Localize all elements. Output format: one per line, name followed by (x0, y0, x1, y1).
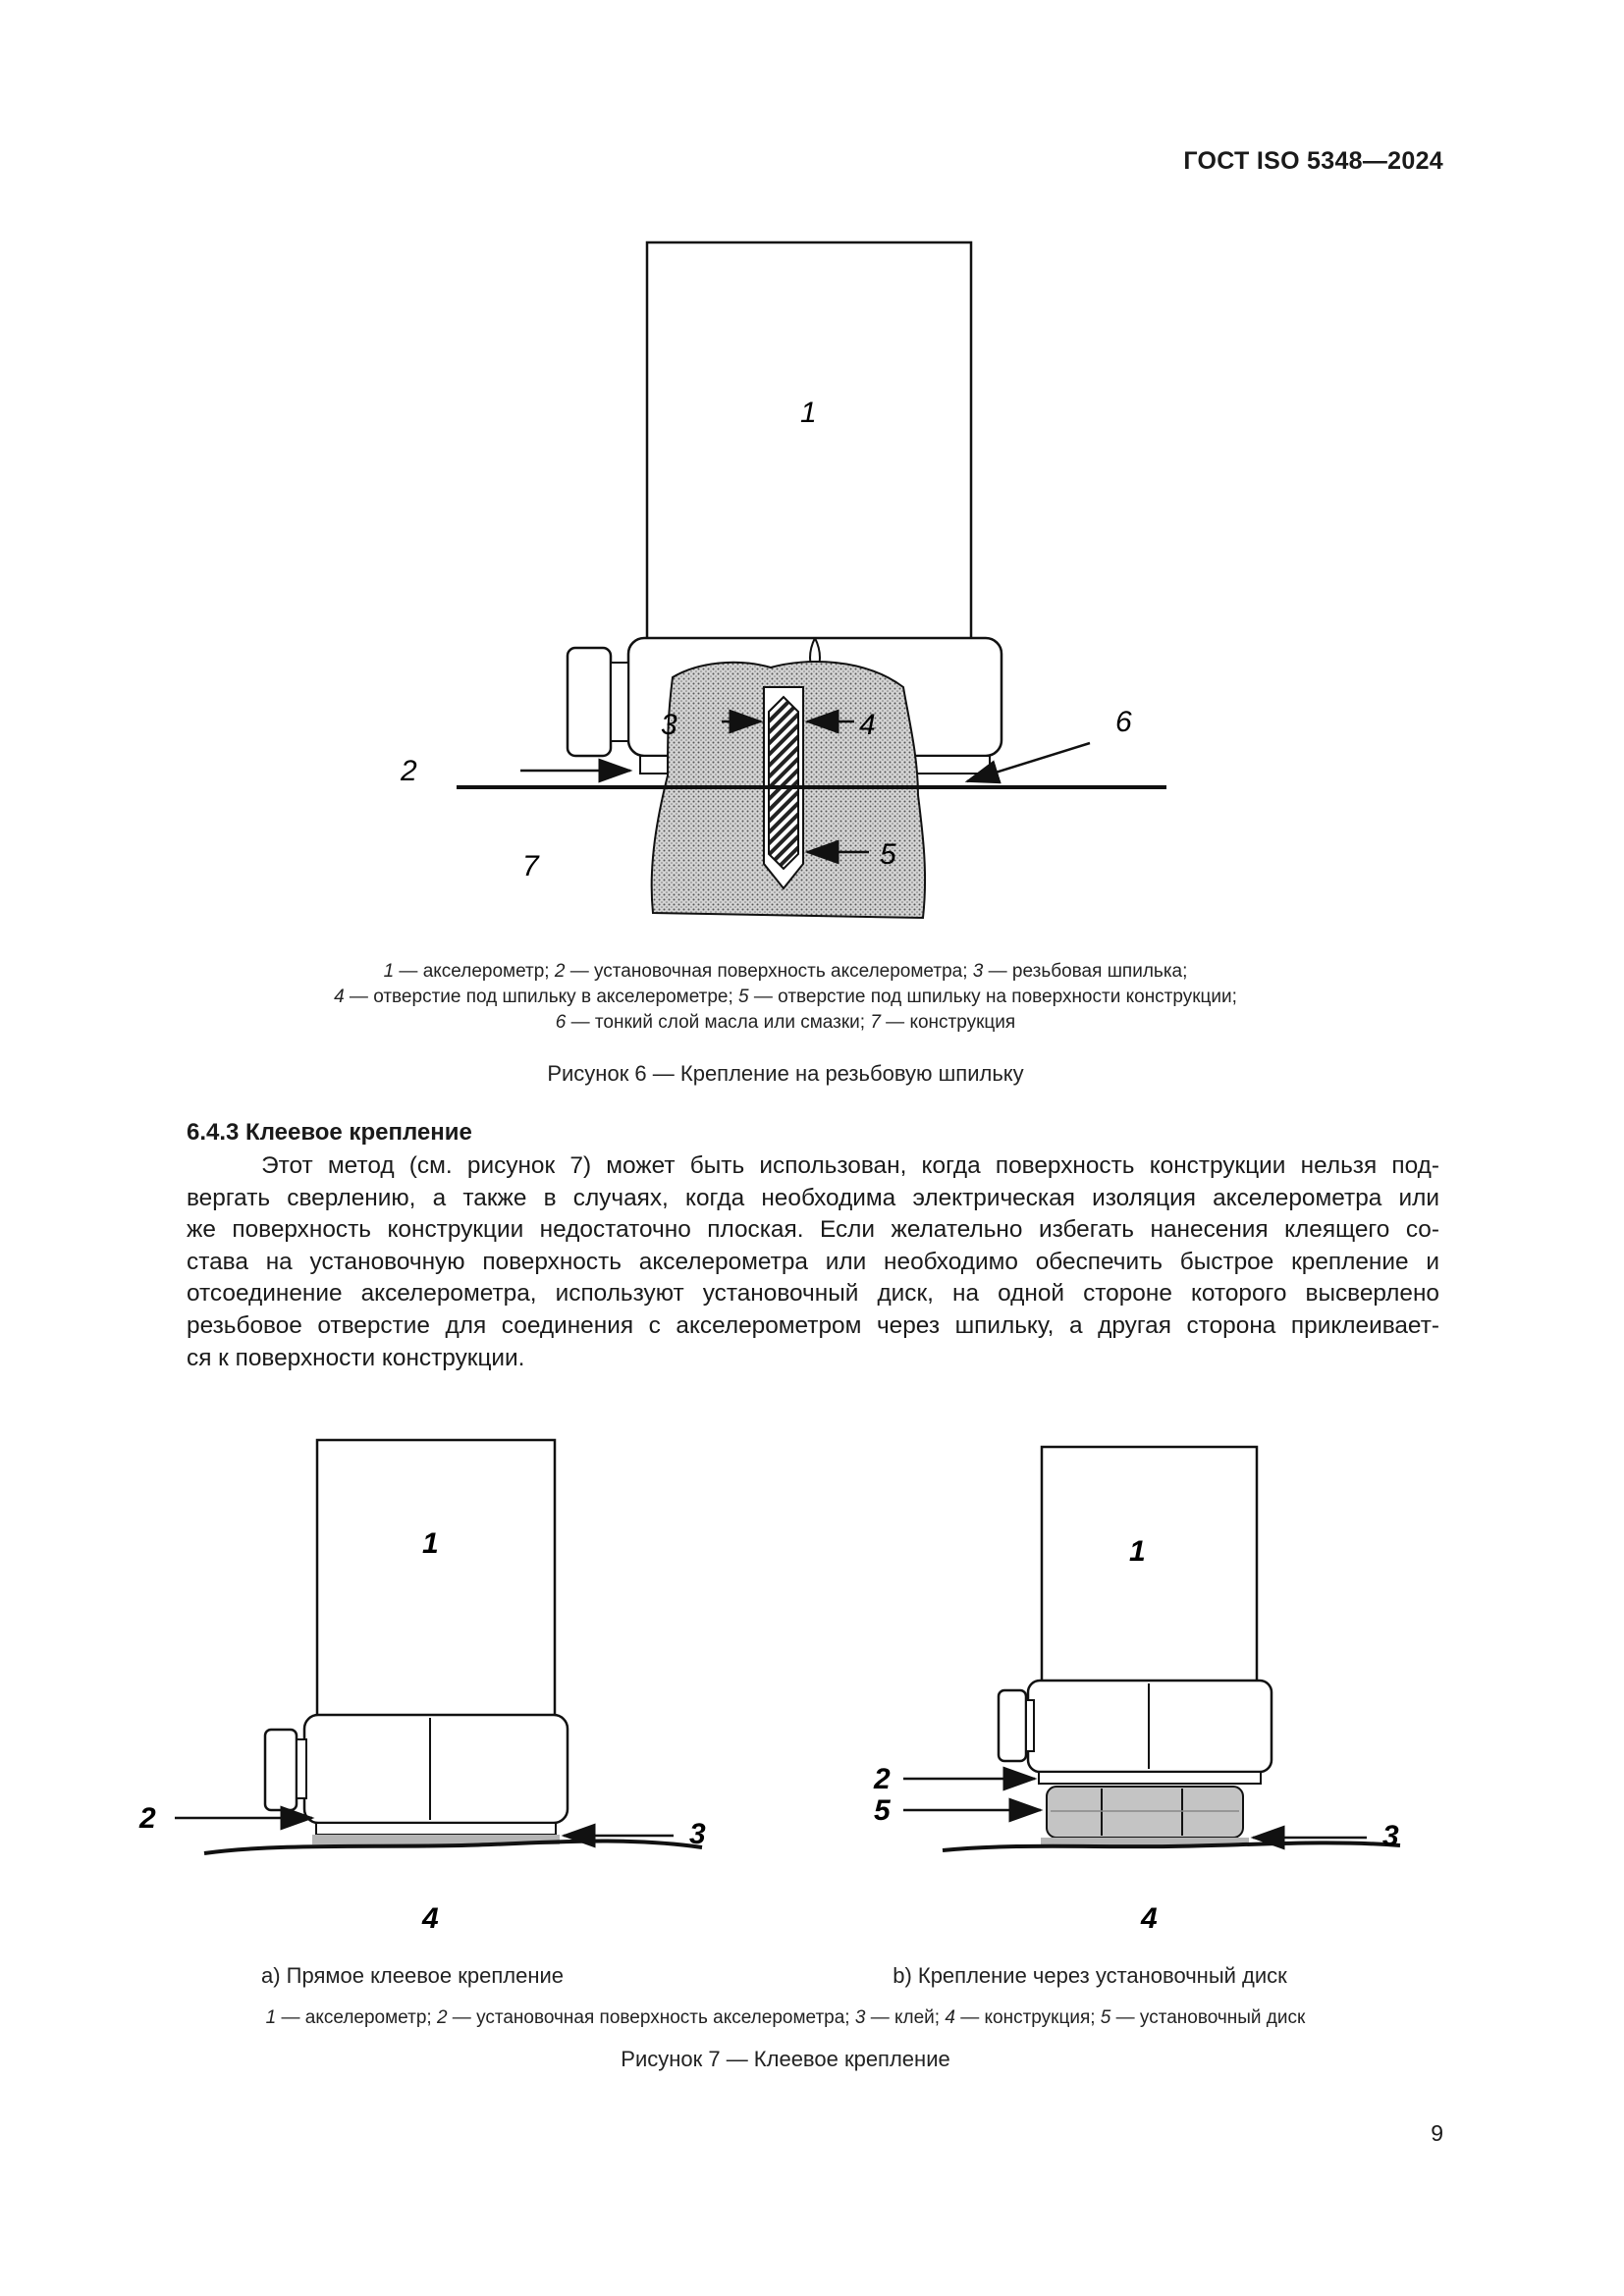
legend-text: — отверстие под шпильку в акселерометре; (344, 987, 739, 1007)
fig7b-accelerometer-body (1042, 1447, 1257, 1690)
accelerometer-body (647, 242, 971, 647)
legend-number: 5 (738, 987, 749, 1007)
paragraph-line: же поверхность конструкции недостаточно плоская. Если желательно избегать нанесения клеящего со- (187, 1216, 1439, 1244)
paragraph-line: резьбовое отверстие для соединения с акселерометром через шпильку, а другая сторона приклеивает- (187, 1311, 1439, 1339)
figure-7-legend (137, 2005, 1434, 2031)
legend-text: — конструкция (880, 1012, 1016, 1033)
connector (568, 648, 611, 756)
figure-7-caption: Рисунок 7 — Клеевое крепление (621, 2047, 950, 2071)
legend-number: 6 (555, 1012, 567, 1033)
legend-number: 2 (436, 2007, 448, 2028)
legend-number: 3 (972, 961, 984, 982)
fig7b-label-1: 1 (1129, 1535, 1146, 1568)
legend-text: — акселерометр; (276, 2007, 437, 2028)
fig7b-label-3: 3 (1382, 1820, 1399, 1852)
figure-6-caption: Рисунок 6 — Крепление на резьбовую шпильку (547, 1061, 1024, 1086)
figure-7-drawing (128, 1423, 1434, 1953)
legend-text: — установочный диск (1110, 2007, 1306, 2028)
fig7a-label-1: 1 (422, 1527, 439, 1560)
legend-number: 2 (554, 961, 566, 982)
legend-line (137, 2005, 1434, 2031)
legend-number: 5 (1100, 2007, 1111, 2028)
fig7a-label-2: 2 (139, 1802, 156, 1835)
legend-text: — установочная поверхность акселерометра; (447, 2007, 855, 2028)
fig6-label-6: 6 (1115, 706, 1132, 738)
fig7a-accelerometer-body (317, 1440, 555, 1725)
legend-text: — отверстие под шпильку на поверхности конструкции; (748, 987, 1237, 1007)
legend-number: 4 (334, 987, 345, 1007)
fig7b-mounting-disc (1047, 1787, 1243, 1838)
legend-number: 4 (945, 2007, 955, 2028)
paragraph-line: отсоединение акселерометра, используют установочный диск, на одной стороне которого высверлено (187, 1280, 1439, 1308)
figure-6-drawing (373, 226, 1198, 933)
threaded-stud (769, 697, 798, 869)
legend-text: — резьбовая шпилька; (983, 961, 1188, 982)
fig7a-label-4: 4 (422, 1902, 439, 1935)
legend-number: 7 (870, 1012, 881, 1033)
legend-line-1 (157, 959, 1414, 985)
paragraph-line: ся к поверхности конструкции. (187, 1344, 525, 1371)
fig6-label-5: 5 (880, 838, 896, 871)
figure-7a-subcaption: a) Прямое клеевое крепление (260, 1963, 565, 1988)
fig7b-label-4: 4 (1141, 1902, 1158, 1935)
figure-6-legend (157, 959, 1414, 1036)
legend-number: 1 (265, 2007, 277, 2028)
fig6-label-2: 2 (401, 755, 417, 787)
legend-line-3 (157, 1010, 1414, 1036)
section-heading: 6.4.3 Клеевое крепление (187, 1119, 472, 1146)
legend-text: — тонкий слой масла или смазки; (566, 1012, 871, 1033)
section-paragraph (187, 1150, 1439, 1374)
paragraph-line: Этот метод (см. рисунок 7) может быть использован, когда поверхность конструкции нельзя под- (187, 1152, 1439, 1179)
fig6-label-4: 4 (859, 709, 876, 741)
page-number: 9 (1431, 2120, 1443, 2146)
legend-text: — акселерометр; (394, 961, 555, 982)
document-id: ГОСТ ISO 5348—2024 (1183, 147, 1443, 175)
legend-text: — клей; (865, 2007, 946, 2028)
legend-number: 3 (854, 2007, 866, 2028)
legend-text: — установочная поверхность акселерометра; (565, 961, 973, 982)
fig7a-label-3: 3 (689, 1818, 706, 1850)
legend-number: 1 (383, 961, 395, 982)
fig7a-hex-base (304, 1715, 568, 1823)
legend-text: — конструкция; (954, 2007, 1101, 2028)
legend-line-2 (157, 985, 1414, 1010)
fig6-label-3: 3 (661, 709, 677, 741)
fig7b-label-2: 2 (874, 1763, 891, 1795)
fig7b-label-5: 5 (874, 1794, 891, 1827)
paragraph-line: става на установочную поверхность акселерометра или необходимо обеспечить быстрое крепление и (187, 1248, 1439, 1275)
fig6-label-1: 1 (800, 397, 817, 429)
paragraph-line: вергать сверлению, а также в случаях, когда необходима электрическая изоляция акселерометра или (187, 1184, 1439, 1211)
figure-7b-subcaption: b) Крепление через установочный диск (893, 1963, 1287, 1988)
fig6-label-7: 7 (522, 850, 539, 882)
